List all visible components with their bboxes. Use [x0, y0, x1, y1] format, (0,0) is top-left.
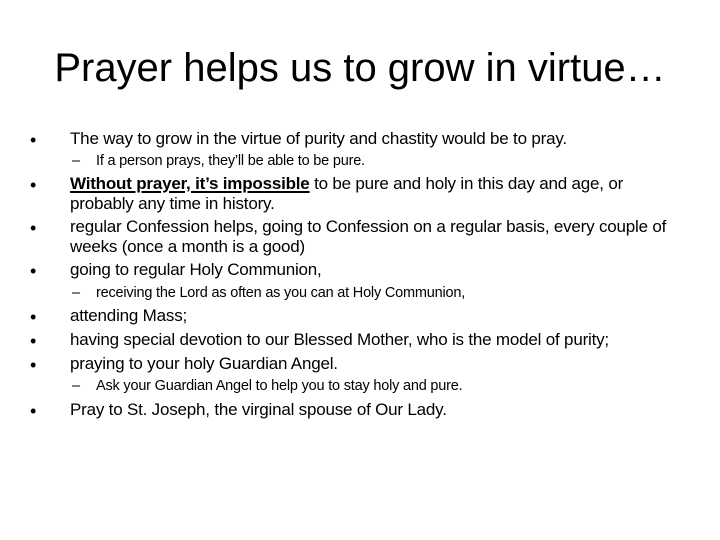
bullet-item-mass	[30, 306, 690, 326]
bullet-item-guardian-angel	[30, 354, 690, 374]
bullet-text: praying to your holy Guardian Angel.	[70, 354, 338, 373]
bullet-item-pray	[30, 129, 690, 149]
bullet-text-rest: to be pure and holy in this day and age, or probably any time in history.	[70, 174, 624, 213]
bullet-item-confession	[30, 217, 690, 257]
bullet-icon: •	[30, 307, 37, 327]
bullet-text: Pray to St. Joseph, the virginal spouse of Our Lady.	[70, 400, 447, 419]
bullet-text: regular Confession helps, going to Confession on a regular basis, every couple of weeks (once a month is a good)	[70, 217, 667, 256]
dash-icon: –	[72, 378, 80, 394]
emphasis-text: Without prayer, it’s impossible	[70, 174, 310, 193]
bullet-text: going to regular Holy Communion,	[70, 260, 322, 279]
bullet-item-joseph	[30, 400, 690, 420]
bullet-text: having special devotion to our Blessed Mother, who is the model of purity;	[70, 330, 609, 349]
bullet-item-mother	[30, 330, 690, 350]
bullet-icon: •	[30, 175, 37, 195]
sub-item-ask-angel	[72, 377, 462, 395]
bullet-text: The way to grow in the virtue of purity and chastity would be to pray.	[70, 129, 567, 148]
sub-item-prays	[72, 152, 365, 170]
dash-icon: –	[72, 285, 80, 301]
sub-item-receiving	[72, 284, 465, 302]
bullet-text: attending Mass;	[70, 306, 188, 325]
bullet-text	[70, 174, 690, 214]
bullet-icon: •	[30, 218, 37, 238]
bullet-icon: •	[30, 355, 37, 375]
sub-item-text: If a person prays, they’ll be able to be pure.	[96, 153, 365, 169]
bullet-item-without-prayer	[30, 174, 690, 214]
bullet-icon: •	[30, 130, 37, 150]
sub-item-text: Ask your Guardian Angel to help you to stay holy and pure.	[96, 378, 463, 394]
bullet-icon: •	[30, 261, 37, 281]
dash-icon: –	[72, 153, 80, 169]
bullet-icon: •	[30, 401, 37, 421]
bullet-icon: •	[30, 331, 37, 351]
sub-item-text: receiving the Lord as often as you can at Holy Communion,	[96, 285, 466, 301]
slide-title: Prayer helps us to grow in virtue…	[54, 46, 666, 90]
bullet-item-communion	[30, 260, 690, 280]
